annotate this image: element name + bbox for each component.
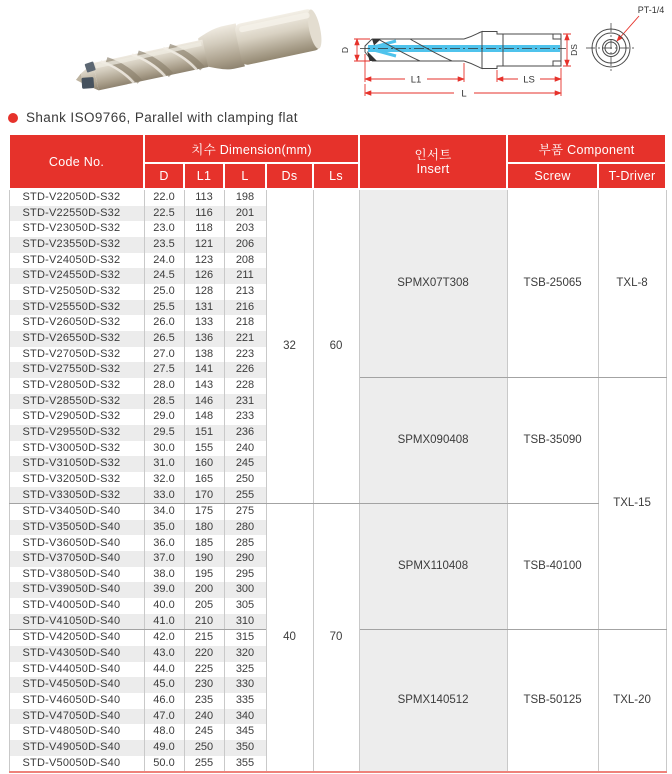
code-cell: STD-V27050D-S32	[9, 347, 144, 363]
code-cell: STD-V29050D-S32	[9, 409, 144, 425]
code-cell: STD-V40050D-S40	[9, 598, 144, 614]
code-cell: STD-V23550D-S32	[9, 237, 144, 253]
l1-cell: 175	[184, 504, 224, 520]
d-cell: 34.0	[144, 504, 184, 520]
l1-cell: 121	[184, 237, 224, 253]
d-cell: 25.0	[144, 284, 184, 300]
d-cell: 46.0	[144, 693, 184, 709]
header-component-group: 부품 Component	[507, 134, 666, 163]
l-cell: 231	[224, 394, 266, 410]
l1-cell: 235	[184, 693, 224, 709]
l1-cell: 240	[184, 709, 224, 725]
d-cell: 42.0	[144, 630, 184, 646]
l1-cell: 210	[184, 614, 224, 630]
l-cell: 245	[224, 456, 266, 472]
header-ls: Ls	[313, 163, 359, 189]
d-cell: 28.5	[144, 394, 184, 410]
code-cell: STD-V49050D-S40	[9, 740, 144, 756]
code-cell: STD-V44050D-S40	[9, 662, 144, 678]
t-driver-cell: TXL-8	[598, 189, 666, 378]
l-cell: 236	[224, 425, 266, 441]
l-cell: 300	[224, 582, 266, 598]
l1-cell: 126	[184, 268, 224, 284]
bullet-icon	[8, 113, 18, 123]
l1-cell: 220	[184, 646, 224, 662]
spec-table	[8, 133, 667, 773]
l1-cell: 155	[184, 441, 224, 457]
d-cell: 29.5	[144, 425, 184, 441]
d-cell: 32.0	[144, 472, 184, 488]
d-cell: 45.0	[144, 677, 184, 693]
code-cell: STD-V29550D-S32	[9, 425, 144, 441]
d-cell: 22.0	[144, 189, 184, 206]
code-cell: STD-V25050D-S32	[9, 284, 144, 300]
header-d: D	[144, 163, 184, 189]
label-ls: LS	[523, 74, 535, 86]
code-cell: STD-V37050D-S40	[9, 551, 144, 567]
header-code: Code No.	[9, 134, 144, 189]
l1-cell: 185	[184, 535, 224, 551]
l-cell: 285	[224, 535, 266, 551]
l-cell: 206	[224, 237, 266, 253]
l1-cell: 255	[184, 756, 224, 773]
header-insert-en: Insert	[416, 161, 450, 176]
d-cell: 38.0	[144, 567, 184, 583]
d-cell: 35.0	[144, 520, 184, 536]
l-cell: 350	[224, 740, 266, 756]
l1-cell: 118	[184, 221, 224, 237]
d-cell: 27.0	[144, 347, 184, 363]
l-cell: 226	[224, 362, 266, 378]
code-cell: STD-V47050D-S40	[9, 709, 144, 725]
l-cell: 208	[224, 253, 266, 269]
d-cell: 40.0	[144, 598, 184, 614]
screw-cell: TSB-40100	[507, 504, 598, 630]
l-cell: 201	[224, 206, 266, 222]
l1-cell: 200	[184, 582, 224, 598]
d-cell: 31.0	[144, 456, 184, 472]
d-cell: 43.0	[144, 646, 184, 662]
header-ds: Ds	[266, 163, 313, 189]
d-cell: 48.0	[144, 724, 184, 740]
l-cell: 275	[224, 504, 266, 520]
header-insert	[359, 134, 507, 189]
screw-cell: TSB-35090	[507, 378, 598, 504]
l-cell: 340	[224, 709, 266, 725]
label-d: D	[340, 46, 350, 54]
table-row	[9, 189, 666, 206]
l1-cell: 215	[184, 630, 224, 646]
l1-cell: 136	[184, 331, 224, 347]
header-l1: L1	[184, 163, 224, 189]
insert-cell: SPMX110408	[359, 504, 507, 630]
l1-cell: 190	[184, 551, 224, 567]
feature-note	[8, 110, 298, 125]
d-cell: 27.5	[144, 362, 184, 378]
l-cell: 310	[224, 614, 266, 630]
code-cell: STD-V25550D-S32	[9, 300, 144, 316]
d-cell: 23.0	[144, 221, 184, 237]
d-cell: 29.0	[144, 409, 184, 425]
d-cell: 30.0	[144, 441, 184, 457]
code-cell: STD-V50050D-S40	[9, 756, 144, 773]
code-cell: STD-V28550D-S32	[9, 394, 144, 410]
l-cell: 315	[224, 630, 266, 646]
l1-cell: 141	[184, 362, 224, 378]
code-cell: STD-V23050D-S32	[9, 221, 144, 237]
d-cell: 47.0	[144, 709, 184, 725]
ls-cell: 60	[313, 189, 359, 504]
screw-cell: TSB-50125	[507, 630, 598, 772]
d-cell: 23.5	[144, 237, 184, 253]
insert-cell: SPMX07T308	[359, 189, 507, 378]
d-cell: 33.0	[144, 487, 184, 503]
d-cell: 26.0	[144, 315, 184, 331]
label-l: L	[461, 88, 467, 100]
d-cell: 36.0	[144, 535, 184, 551]
code-cell: STD-V48050D-S40	[9, 724, 144, 740]
label-l1: L1	[410, 74, 422, 86]
t-driver-cell: TXL-15	[598, 378, 666, 630]
l-cell: 280	[224, 520, 266, 536]
code-cell: STD-V22550D-S32	[9, 206, 144, 222]
l-cell: 320	[224, 646, 266, 662]
d-cell: 24.0	[144, 253, 184, 269]
l1-cell: 205	[184, 598, 224, 614]
l-cell: 228	[224, 378, 266, 394]
l-cell: 240	[224, 441, 266, 457]
l-cell: 221	[224, 331, 266, 347]
l-cell: 305	[224, 598, 266, 614]
d-cell: 22.5	[144, 206, 184, 222]
l-cell: 295	[224, 567, 266, 583]
code-cell: STD-V36050D-S40	[9, 535, 144, 551]
d-cell: 25.5	[144, 300, 184, 316]
l-cell: 233	[224, 409, 266, 425]
insert-cell: SPMX140512	[359, 630, 507, 772]
d-cell: 37.0	[144, 551, 184, 567]
l1-cell: 113	[184, 189, 224, 206]
header-dimension-group: 치수 Dimension(mm)	[144, 134, 359, 163]
d-cell: 28.0	[144, 378, 184, 394]
code-cell: STD-V35050D-S40	[9, 520, 144, 536]
t-driver-cell: TXL-20	[598, 630, 666, 772]
code-cell: STD-V26050D-S32	[9, 315, 144, 331]
l-cell: 223	[224, 347, 266, 363]
l-cell: 250	[224, 472, 266, 488]
drill-body-graphic	[71, 6, 324, 101]
drill-product-photo	[24, 2, 324, 110]
code-cell: STD-V42050D-S40	[9, 630, 144, 646]
l-cell: 330	[224, 677, 266, 693]
code-cell: STD-V38050D-S40	[9, 567, 144, 583]
l-cell: 213	[224, 284, 266, 300]
l1-cell: 116	[184, 206, 224, 222]
code-cell: STD-V32050D-S32	[9, 472, 144, 488]
code-cell: STD-V34050D-S40	[9, 504, 144, 520]
l1-cell: 123	[184, 253, 224, 269]
code-cell: STD-V26550D-S32	[9, 331, 144, 347]
l1-cell: 133	[184, 315, 224, 331]
l1-cell: 128	[184, 284, 224, 300]
code-cell: STD-V30050D-S32	[9, 441, 144, 457]
l1-cell: 180	[184, 520, 224, 536]
l1-cell: 245	[184, 724, 224, 740]
l1-cell: 230	[184, 677, 224, 693]
l-cell: 198	[224, 189, 266, 206]
l1-cell: 160	[184, 456, 224, 472]
ls-cell: 70	[313, 504, 359, 773]
label-thread: PT-1/4	[637, 5, 665, 15]
screw-cell: TSB-25065	[507, 189, 598, 378]
ds-cell: 40	[266, 504, 313, 773]
code-cell: STD-V22050D-S32	[9, 189, 144, 206]
code-cell: STD-V41050D-S40	[9, 614, 144, 630]
feature-note-text: Shank ISO9766, Parallel with clamping flat	[26, 110, 298, 125]
d-cell: 24.5	[144, 268, 184, 284]
l-cell: 345	[224, 724, 266, 740]
insert-cell: SPMX090408	[359, 378, 507, 504]
d-cell: 49.0	[144, 740, 184, 756]
l-cell: 355	[224, 756, 266, 773]
l-cell: 290	[224, 551, 266, 567]
l-cell: 211	[224, 268, 266, 284]
l1-cell: 148	[184, 409, 224, 425]
l-cell: 255	[224, 487, 266, 503]
d-cell: 26.5	[144, 331, 184, 347]
l1-cell: 195	[184, 567, 224, 583]
d-cell: 41.0	[144, 614, 184, 630]
label-ds: DS	[569, 44, 579, 56]
code-cell: STD-V24050D-S32	[9, 253, 144, 269]
d-cell: 39.0	[144, 582, 184, 598]
code-cell: STD-V43050D-S40	[9, 646, 144, 662]
l-cell: 218	[224, 315, 266, 331]
l-cell: 335	[224, 693, 266, 709]
d-cell: 50.0	[144, 756, 184, 773]
l1-cell: 146	[184, 394, 224, 410]
header-t-driver: T-Driver	[598, 163, 666, 189]
dimension-lines	[354, 16, 639, 96]
l1-cell: 225	[184, 662, 224, 678]
header-insert-kr: 인서트	[414, 147, 452, 162]
l1-cell: 170	[184, 487, 224, 503]
code-cell: STD-V24550D-S32	[9, 268, 144, 284]
code-cell: STD-V33050D-S32	[9, 487, 144, 503]
l1-cell: 131	[184, 300, 224, 316]
header-l: L	[224, 163, 266, 189]
code-cell: STD-V28050D-S32	[9, 378, 144, 394]
l-cell: 325	[224, 662, 266, 678]
ds-cell: 32	[266, 189, 313, 504]
spec-table-header	[9, 134, 666, 189]
l1-cell: 250	[184, 740, 224, 756]
spec-table-body	[9, 189, 666, 772]
code-cell: STD-V39050D-S40	[9, 582, 144, 598]
header-screw: Screw	[507, 163, 598, 189]
l-cell: 203	[224, 221, 266, 237]
l1-cell: 138	[184, 347, 224, 363]
code-cell: STD-V46050D-S40	[9, 693, 144, 709]
l-cell: 216	[224, 300, 266, 316]
dimension-diagram	[334, 0, 672, 106]
l1-cell: 165	[184, 472, 224, 488]
l1-cell: 151	[184, 425, 224, 441]
code-cell: STD-V31050D-S32	[9, 456, 144, 472]
table-row	[9, 504, 666, 520]
d-cell: 44.0	[144, 662, 184, 678]
code-cell: STD-V27550D-S32	[9, 362, 144, 378]
code-cell: STD-V45050D-S40	[9, 677, 144, 693]
l1-cell: 143	[184, 378, 224, 394]
